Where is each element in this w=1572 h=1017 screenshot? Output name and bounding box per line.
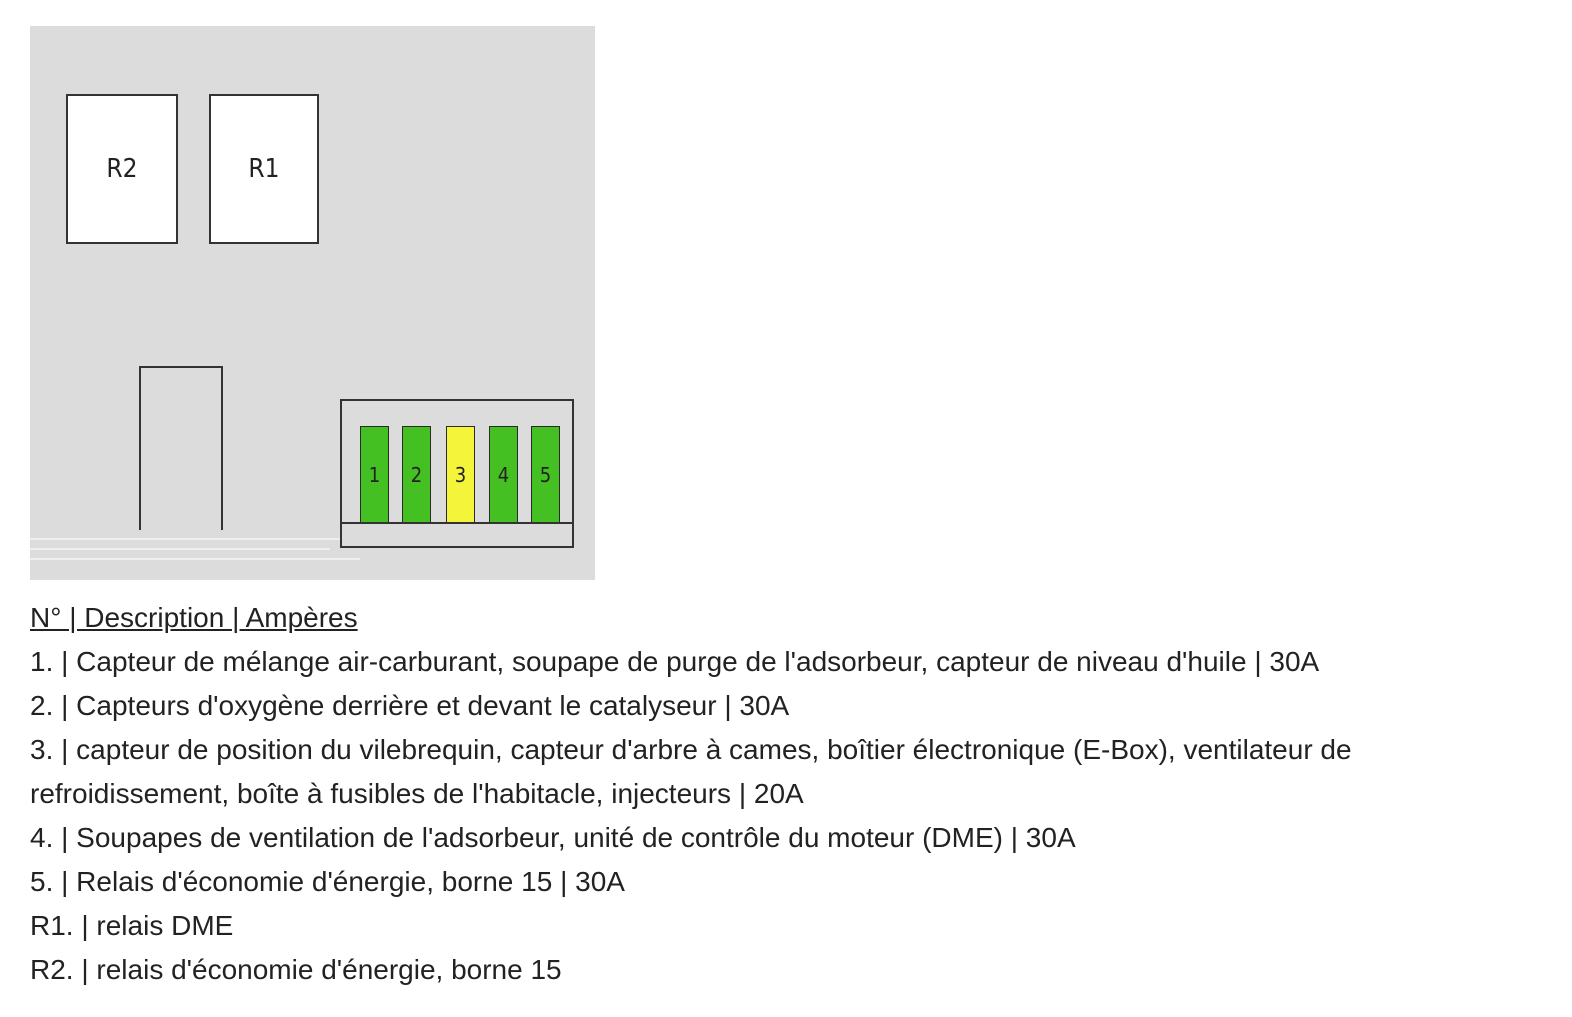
fuse-3: [446, 426, 475, 523]
relay-r2: [66, 94, 178, 244]
fuse-holder: [340, 399, 574, 548]
fuse-1-label: 1: [368, 462, 381, 487]
fuse-5-label: 5: [539, 462, 552, 487]
legend-row: R2. | relais d'économie d'énergie, borne 15: [30, 954, 562, 985]
legend-row: 1. | Capteur de mélange air-carburant, soupape de purge de l'adsorbeur, capteur de niveau d'huile | 30A: [30, 646, 1320, 677]
legend-row: 3. | capteur de position du vilebrequin, capteur d'arbre à cames, boîtier électronique (E-Box), ventilateur de refroidissement, boîte à fusibles de l'habitacle, injecteurs | 20A: [30, 734, 1352, 809]
background-streak: [30, 548, 330, 550]
relay-r1: [209, 94, 319, 244]
background-streak: [30, 558, 360, 560]
legend-row: R1. | relais DME: [30, 910, 234, 941]
fuse-3-label: 3: [454, 462, 467, 487]
empty-slot: [139, 366, 223, 530]
legend-row: 4. | Soupapes de ventilation de l'adsorbeur, unité de contrôle du moteur (DME) | 30A: [30, 822, 1076, 853]
legend-row: 5. | Relais d'économie d'énergie, borne 15 | 30A: [30, 866, 625, 897]
fuse-4-label: 4: [497, 462, 510, 487]
legend-row: 2. | Capteurs d'oxygène derrière et devant le catalyseur | 30A: [30, 690, 790, 721]
background-streak: [30, 538, 350, 540]
fuse-box-diagram: [30, 26, 595, 580]
fuse-4: [489, 426, 518, 523]
fuse-1: [360, 426, 389, 523]
fuse-2-label: 2: [410, 462, 423, 487]
fuse-2: [402, 426, 431, 523]
fuse-5: [531, 426, 560, 523]
fuse-holder-base: [342, 522, 572, 546]
legend-header: N° | Description | Ampères: [30, 602, 358, 633]
relay-r1-label: R1: [248, 154, 280, 184]
relay-r2-label: R2: [106, 154, 138, 184]
fuse-legend: [30, 596, 1530, 992]
